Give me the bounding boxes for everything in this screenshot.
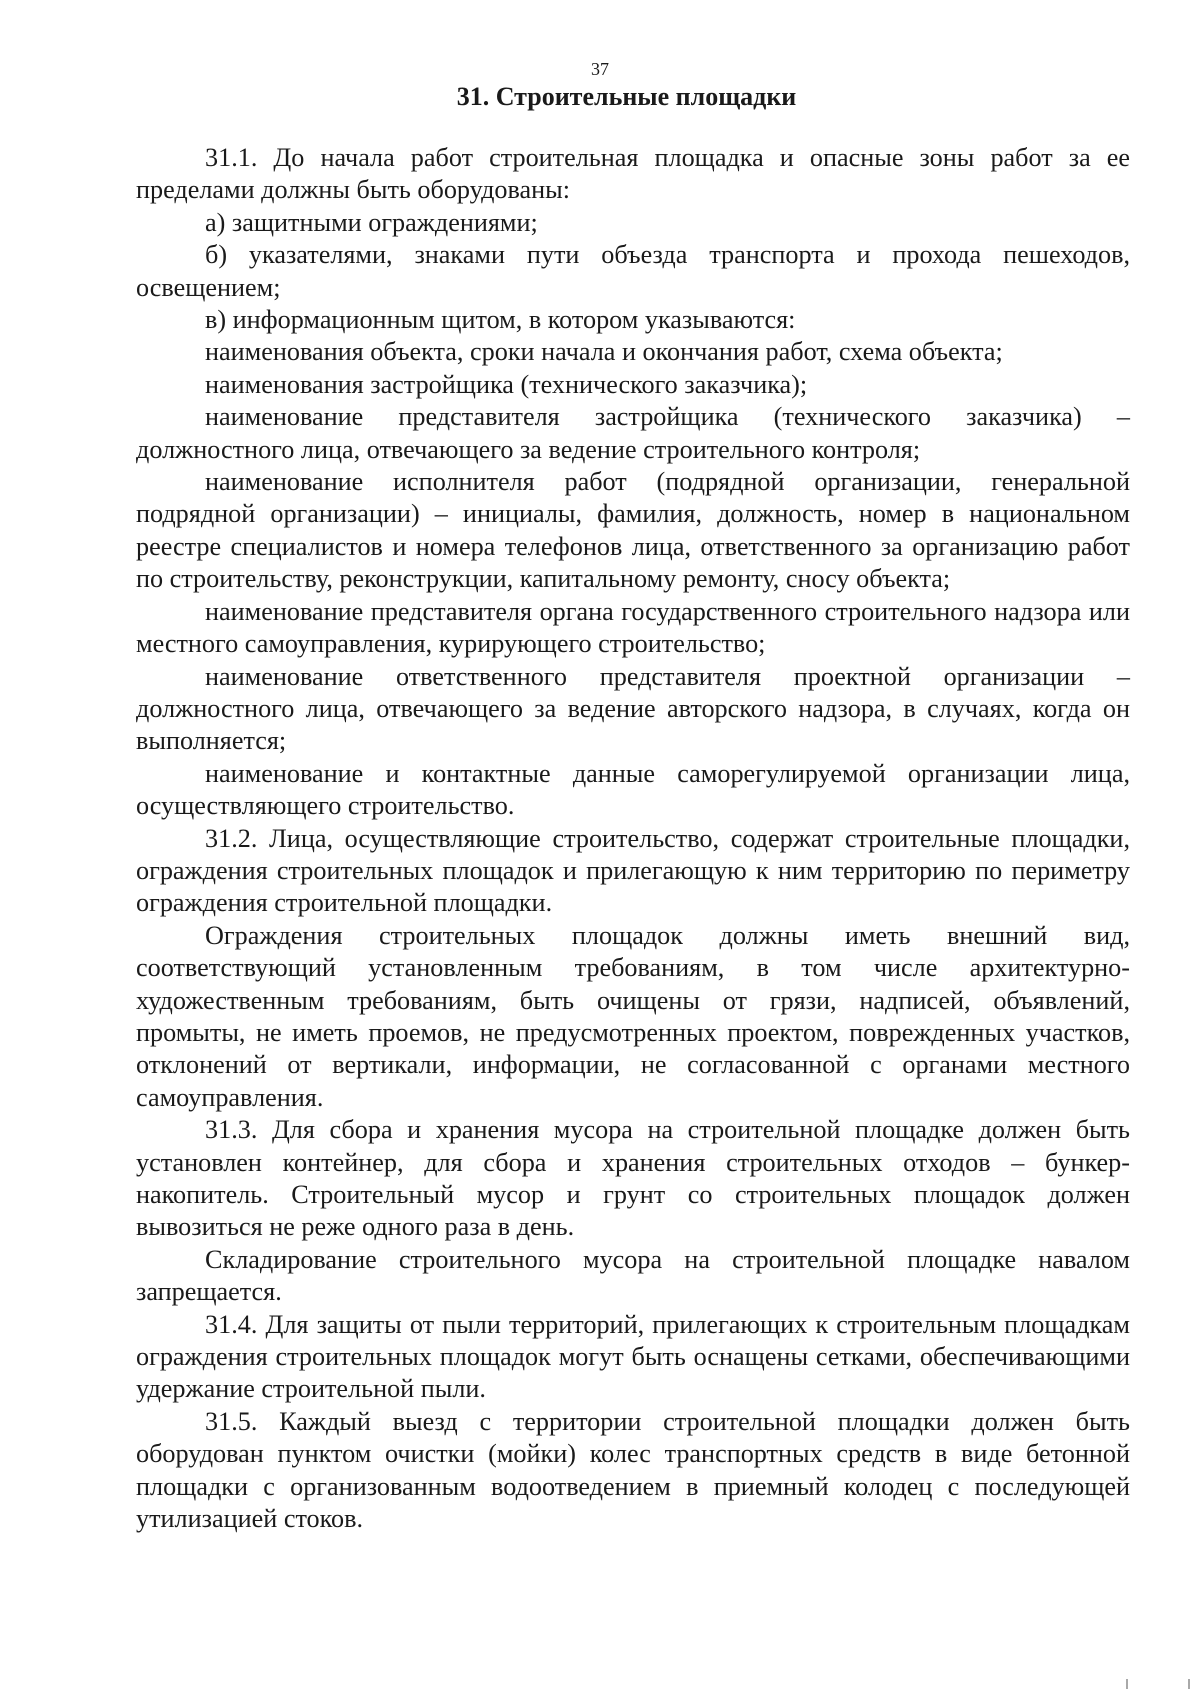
info-item-object: наименования объекта, сроки начала и окончания работ, схема объекта; — [205, 337, 1003, 367]
info-item-developer: наименования застройщика (технического заказчика); — [205, 369, 808, 399]
paragraph-31-5: 31.5. Каждый выезд с территории строительной площадки должен быть оборудован пунктом очистки (мойки) колес транспортных средств в виде бетонной площадки с организованным водоотведением в приемный колодец с последующей утилизацией стоков. — [136, 1406, 1130, 1534]
list-item-b: б) указателями, знаками пути объезда транспорта и прохода пешеходов, освещением; — [136, 240, 1130, 302]
section-title: 31. Строительные площадки — [456, 82, 797, 111]
info-item-contractor: наименование исполнителя работ (подрядной организации, генеральной подрядной организации) – инициалы, фамилия, должность, номер в национальном реестре специалистов и номера телефонов лица, ответственного за организацию работ по строительству, реконструкции, капитальному ремонту, сносу объекта; — [136, 467, 1130, 594]
paragraph-storage: Складирование строительного мусора на строительной площадке навалом запрещается. — [136, 1244, 1130, 1307]
scan-edge-mark — [1126, 1679, 1190, 1689]
page-number: 37 — [591, 59, 609, 79]
info-item-supervision: наименование представителя органа государственного строительного надзора или местного самоуправления, курирующего строительство; — [136, 596, 1130, 659]
paragraph-31-4: 31.4. Для защиты от пыли территорий, прилегающих к строительным площадкам ограждения строительных площадок могут быть оснащены сетками, обеспечивающими удержание строительной пыли. — [136, 1309, 1130, 1404]
document-body — [136, 142, 1130, 1535]
paragraph-31-1: 31.1. До начала работ строительная площадка и опасные зоны работ за ее пределами должны быть оборудованы: — [136, 143, 1130, 205]
info-item-sro: наименование и контактные данные саморегулируемой организации лица, осуществляющего строительство. — [136, 758, 1130, 821]
paragraph-31-3: 31.3. Для сбора и хранения мусора на строительной площадке должен быть установлен контейнер, для сбора и хранения строительных отходов – бункер-накопитель. Строительный мусор и грунт со строительных площадок должен вывозиться не реже одного раза в день. — [136, 1115, 1130, 1242]
info-item-design-org: наименование ответственного представителя проектной организации – должностного лица, отвечающего за ведение авторского надзора, в случаях, когда он выполняется; — [136, 661, 1130, 756]
paragraph-31-2: 31.2. Лица, осуществляющие строительство, содержат строительные площадки, ограждения строительных площадок и прилегающую к ним территорию по периметру ограждения строительной площадки. — [136, 823, 1130, 918]
paragraph-fences: Ограждения строительных площадок должны иметь внешний вид, соответствующий установленным требованиям, в том числе архитектурно-художественным требованиям, быть очищены от грязи, надписей, объявлений, промыты, не иметь проемов, не предусмотренных проектом, поврежденных участков, отклонений от вертикали, информации, не согласованной с органами местного самоуправления. — [136, 920, 1130, 1112]
info-item-developer-rep: наименование представителя застройщика (технического заказчика) – должностного лица, отвечающего за ведение строительного контроля; — [136, 402, 1130, 464]
list-item-v: в) информационным щитом, в котором указываются: — [205, 305, 796, 335]
list-item-a: а) защитными ограждениями; — [205, 207, 538, 237]
